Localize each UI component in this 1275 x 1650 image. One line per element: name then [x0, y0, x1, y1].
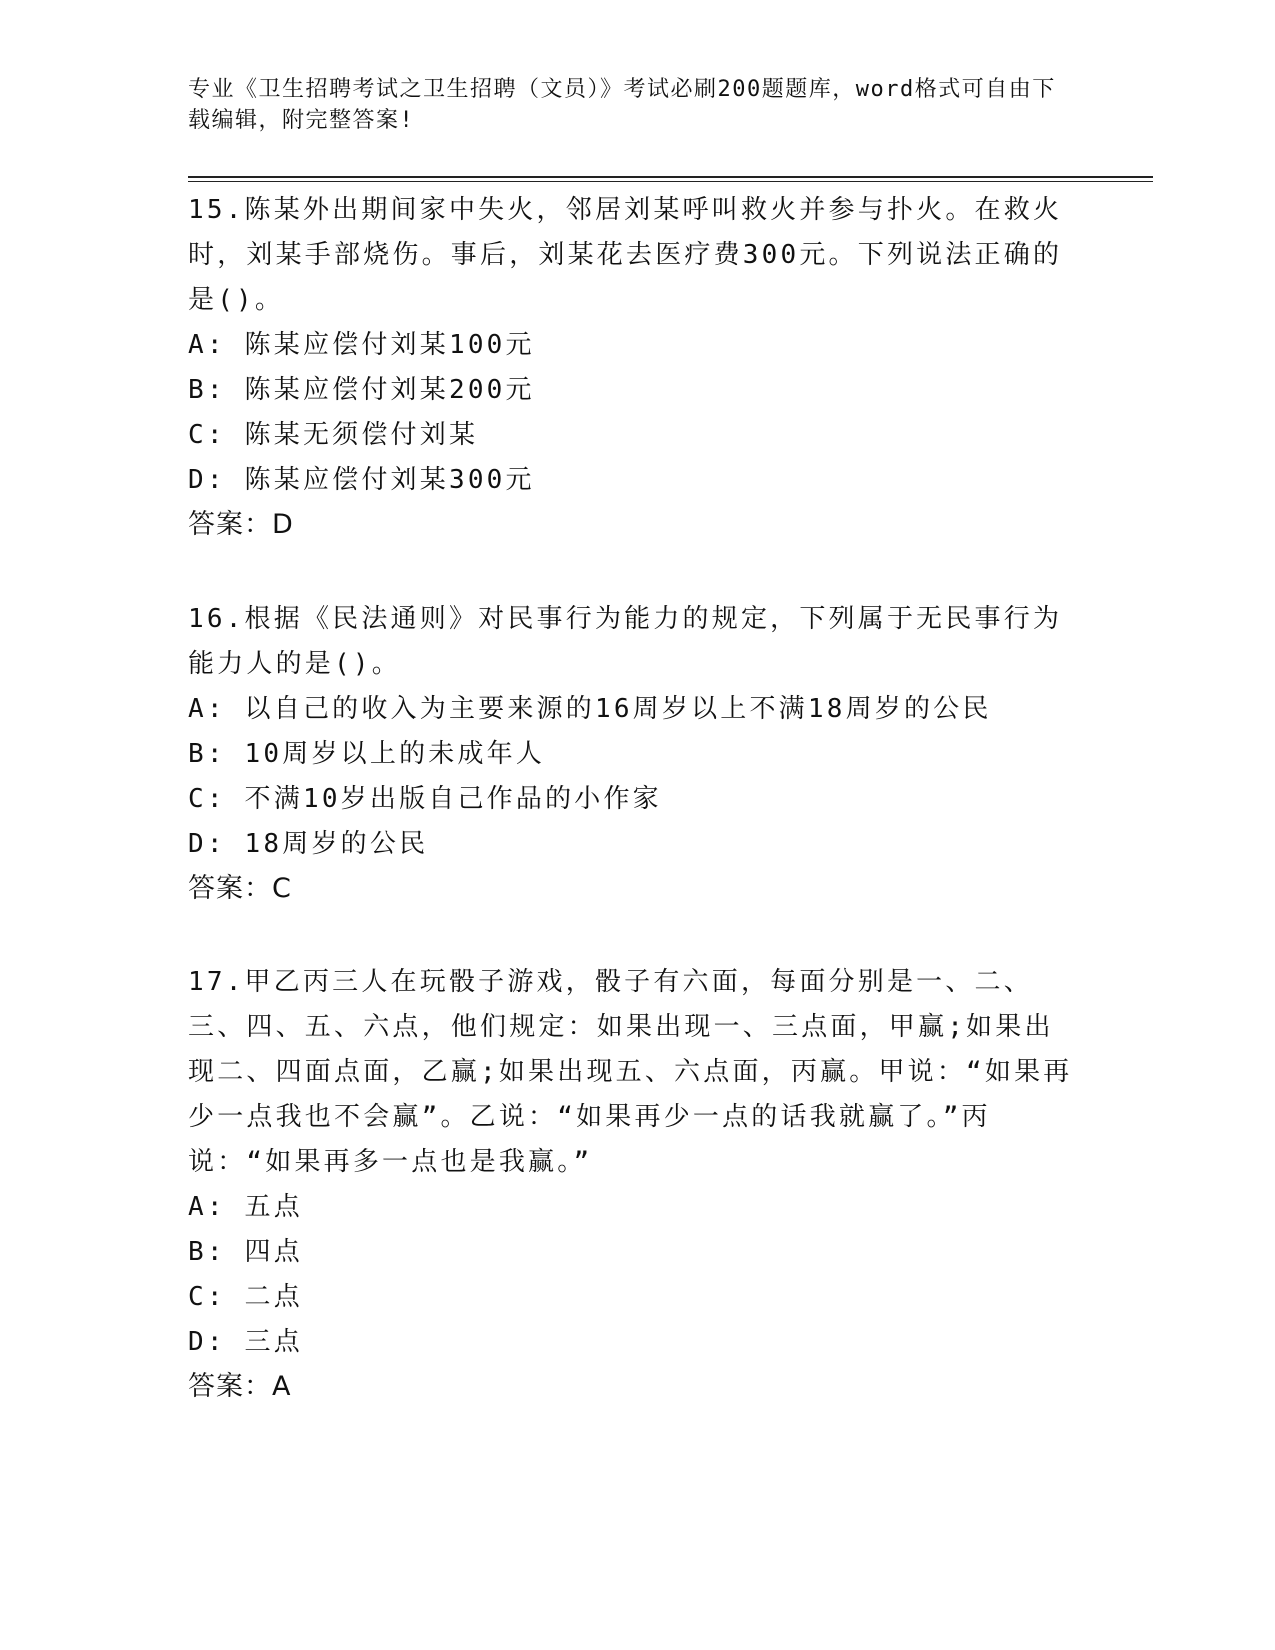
option-a: A: 五点: [188, 1192, 303, 1222]
document-header: 专业《卫生招聘考试之卫生招聘（文员）》考试必刷200题题库，word格式可自由下载编辑，附完整答案!: [188, 77, 1056, 133]
option-d: D: 18周岁的公民: [188, 829, 429, 859]
option-list: [188, 687, 1078, 867]
option-d: D: 陈某应偿付刘某300元: [188, 465, 535, 495]
option-b: B: 四点: [188, 1237, 303, 1267]
answer-line: 答案：D: [188, 509, 294, 540]
option-c: C: 二点: [188, 1282, 303, 1312]
header-divider-thin: [188, 181, 1153, 182]
option-list: [188, 1185, 1078, 1365]
question-block-16: [188, 597, 1078, 911]
option-c: C: 陈某无须偿付刘某: [188, 420, 479, 450]
option-d: D: 三点: [188, 1327, 303, 1357]
question-stem: 16.根据《民法通则》对民事行为能力的规定，下列属于无民事行为能力人的是()。: [188, 604, 1063, 679]
option-b: B: 10周岁以上的未成年人: [188, 739, 546, 769]
option-list: [188, 323, 1078, 503]
answer-line: 答案：C: [188, 873, 292, 904]
answer-line: 答案：A: [188, 1371, 292, 1402]
question-block-15: [188, 188, 1078, 547]
question-stem: 17.甲乙丙三人在玩骰子游戏，骰子有六面，每面分别是一、二、三、四、五、六点，他们规定：如果出现一、三点面，甲赢;如果出现二、四面点面，乙赢;如果出现五、六点面，丙赢。甲说：“如果再少一点我也不会赢”。乙说：“如果再少一点的话我就赢了。”丙说：“如果再多一点也是我赢。”: [188, 967, 1073, 1177]
option-a: A: 以自己的收入为主要来源的16周岁以上不满18周岁的公民: [188, 694, 992, 724]
option-b: B: 陈某应偿付刘某200元: [188, 375, 535, 405]
option-c: C: 不满10岁出版自己作品的小作家: [188, 784, 662, 814]
header-divider-thick: [188, 176, 1153, 178]
question-stem: 15.陈某外出期间家中失火，邻居刘某呼叫救火并参与扑火。在救火时，刘某手部烧伤。事后，刘某花去医疗费300元。下列说法正确的是()。: [188, 195, 1063, 315]
question-block-17: [188, 960, 1078, 1409]
option-a: A: 陈某应偿付刘某100元: [188, 330, 535, 360]
